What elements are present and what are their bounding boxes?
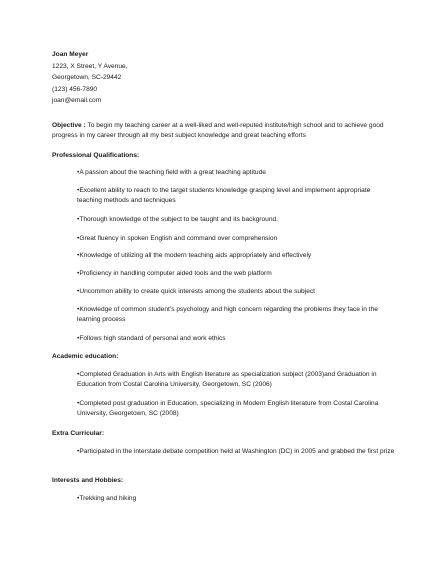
bullet-icon: •: [77, 270, 80, 277]
list-item: •Excellent ability to reach to the target students knowledge grasping level and implement appropriate teaching methods and techniques: [77, 187, 371, 204]
list-item: •Trekking and hiking: [77, 495, 137, 502]
bullet-icon: •: [77, 400, 80, 407]
objective-section: [52, 121, 410, 140]
extra-curricular-heading: Extra Curricular:: [52, 430, 105, 437]
bullet-icon: •: [77, 288, 80, 295]
phone-number: (123) 456-7890: [52, 85, 98, 93]
interests-heading: Interests and Hobbies:: [52, 477, 124, 484]
bullet-icon: •: [77, 306, 80, 313]
address-line-2: Georgetown, SC-29442: [52, 74, 122, 82]
bullet-icon: •: [77, 216, 80, 223]
qualifications-heading: Professional Qualifications:: [52, 152, 140, 159]
applicant-name: Joan Meyer: [52, 51, 89, 58]
list-item: •Completed post graduation in Education, specializing in Modern English literature from Costal Carolina University, Georgetown, SC (2008): [77, 400, 379, 417]
bullet-icon: •: [77, 448, 80, 455]
objective-text: To begin my teaching career at a well-liked and well-reputed institute/high school and to achieve good progress in my career through all my best subject knowledge and great teaching efforts: [52, 122, 384, 139]
list-item: •Participated in the interstate debate competition held at Washington (DC) in 2005 and grabbed the first prize: [77, 448, 395, 455]
bullet-icon: •: [77, 371, 80, 378]
list-item: •Completed Graduation in Arts with English literature as specialization subject (2003)and Graduation in Education from Costal Carolina University, Georgetown, SC (2006): [77, 371, 377, 388]
bullet-icon: •: [77, 169, 80, 176]
bullet-icon: •: [77, 495, 80, 502]
email-address: joan@email.com: [52, 97, 102, 105]
list-item: •Thorough knowledge of the subject to be taught and its background.: [77, 216, 278, 223]
bullet-icon: •: [77, 235, 80, 242]
bullet-icon: •: [77, 335, 80, 342]
bullet-icon: •: [77, 187, 80, 194]
contact-block: [52, 50, 128, 108]
list-item: •Proficiency in handling computer aided tools and the web platform: [77, 270, 272, 277]
bullet-icon: •: [77, 252, 80, 259]
list-item: •Great fluency in spoken English and command over comprehension: [77, 235, 278, 242]
address-line-1: 1223, X Street, Y Avenue,: [52, 62, 128, 70]
list-item: •A passion about the teaching field with a great teaching aptitude: [77, 169, 266, 176]
list-item: •Uncommon ability to create quick interests among the students about the subject: [77, 288, 315, 295]
list-item: •Follows high standard of personal and work ethics: [77, 335, 226, 342]
list-item: •Knowledge of common student’s psychology and high concern regarding the problems they face in the learning process: [77, 306, 378, 323]
list-item: •Knowledge of utilizing all the modern teaching aids appropriately and effectively: [77, 252, 312, 259]
objective-label: Objective :: [52, 122, 86, 129]
education-heading: Academic education:: [52, 353, 119, 360]
